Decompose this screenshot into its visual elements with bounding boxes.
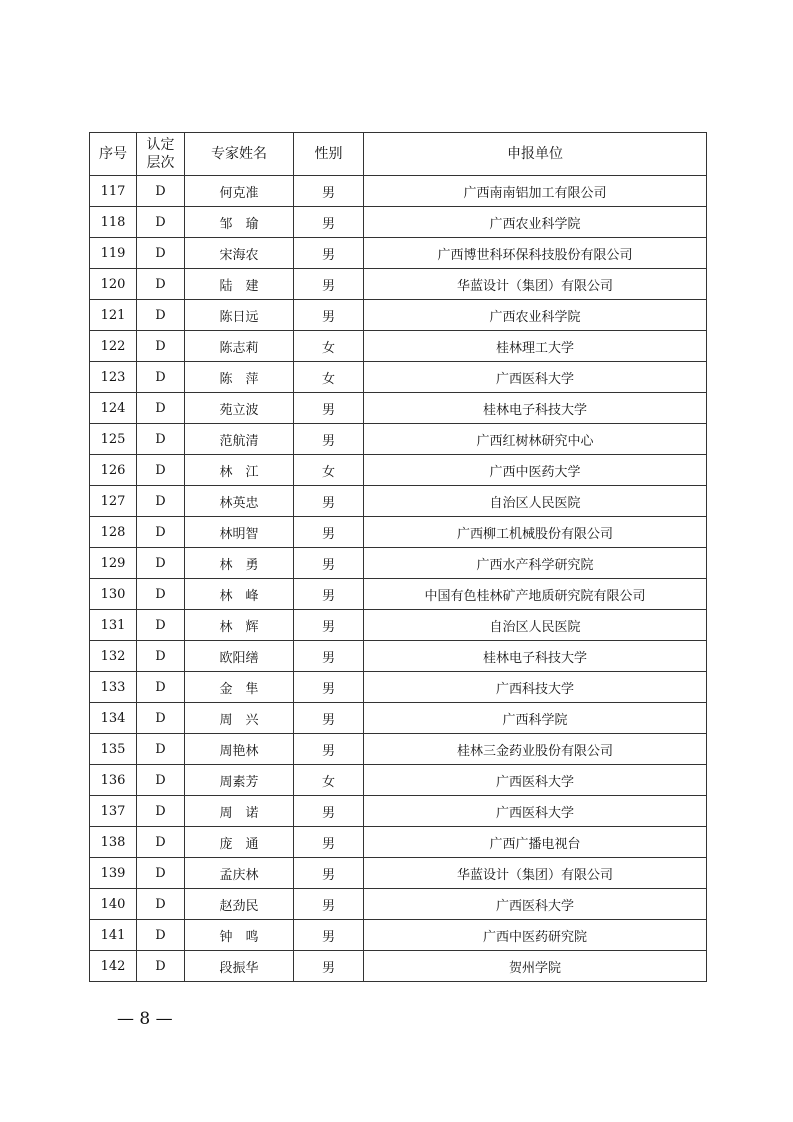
cell-seq: 139 — [90, 858, 137, 889]
cell-level: D — [137, 858, 185, 889]
cell-unit: 桂林三金药业股份有限公司 — [364, 734, 707, 765]
expert-table-container — [89, 132, 706, 982]
cell-seq: 141 — [90, 920, 137, 951]
cell-gender: 男 — [294, 951, 364, 982]
cell-level: D — [137, 579, 185, 610]
cell-seq: 129 — [90, 548, 137, 579]
cell-unit: 广西红树林研究中心 — [364, 424, 707, 455]
table-row — [90, 548, 707, 579]
cell-name: 林 勇 — [185, 548, 294, 579]
table-row — [90, 362, 707, 393]
cell-gender: 男 — [294, 424, 364, 455]
table-row — [90, 486, 707, 517]
table-row — [90, 176, 707, 207]
table-row — [90, 207, 707, 238]
cell-gender: 男 — [294, 858, 364, 889]
cell-name: 何克准 — [185, 176, 294, 207]
cell-unit: 广西农业科学院 — [364, 300, 707, 331]
cell-unit: 广西博世科环保科技股份有限公司 — [364, 238, 707, 269]
cell-unit: 广西南南铝加工有限公司 — [364, 176, 707, 207]
cell-seq: 121 — [90, 300, 137, 331]
cell-gender: 男 — [294, 734, 364, 765]
cell-name: 周素芳 — [185, 765, 294, 796]
table-row — [90, 858, 707, 889]
cell-gender: 女 — [294, 362, 364, 393]
table-row — [90, 765, 707, 796]
cell-level: D — [137, 486, 185, 517]
cell-name: 林 峰 — [185, 579, 294, 610]
table-row — [90, 703, 707, 734]
cell-gender: 男 — [294, 269, 364, 300]
header-level-label: 认定层次 — [146, 137, 175, 171]
cell-level: D — [137, 362, 185, 393]
cell-level: D — [137, 920, 185, 951]
cell-unit: 华蓝设计（集团）有限公司 — [364, 269, 707, 300]
cell-level: D — [137, 951, 185, 982]
cell-unit: 自治区人民医院 — [364, 610, 707, 641]
cell-level: D — [137, 393, 185, 424]
cell-seq: 132 — [90, 641, 137, 672]
header-gender: 性别 — [294, 133, 364, 176]
cell-level: D — [137, 641, 185, 672]
cell-name: 周 兴 — [185, 703, 294, 734]
cell-seq: 122 — [90, 331, 137, 362]
table-body — [90, 176, 707, 982]
cell-name: 宋海农 — [185, 238, 294, 269]
cell-name: 林英忠 — [185, 486, 294, 517]
cell-name: 周 诺 — [185, 796, 294, 827]
cell-unit: 华蓝设计（集团）有限公司 — [364, 858, 707, 889]
cell-gender: 男 — [294, 889, 364, 920]
cell-level: D — [137, 734, 185, 765]
cell-unit: 桂林理工大学 — [364, 331, 707, 362]
cell-gender: 男 — [294, 610, 364, 641]
cell-unit: 桂林电子科技大学 — [364, 393, 707, 424]
cell-level: D — [137, 331, 185, 362]
cell-name: 金 隼 — [185, 672, 294, 703]
cell-level: D — [137, 610, 185, 641]
table-row — [90, 331, 707, 362]
cell-seq: 133 — [90, 672, 137, 703]
cell-unit: 广西中医药大学 — [364, 455, 707, 486]
cell-gender: 女 — [294, 455, 364, 486]
table-row — [90, 579, 707, 610]
cell-seq: 136 — [90, 765, 137, 796]
cell-name: 孟庆林 — [185, 858, 294, 889]
cell-seq: 119 — [90, 238, 137, 269]
header-level — [137, 133, 185, 176]
cell-gender: 男 — [294, 672, 364, 703]
cell-name: 林 辉 — [185, 610, 294, 641]
cell-level: D — [137, 455, 185, 486]
cell-seq: 118 — [90, 207, 137, 238]
cell-name: 钟 鸣 — [185, 920, 294, 951]
cell-name: 欧阳缮 — [185, 641, 294, 672]
cell-level: D — [137, 796, 185, 827]
cell-unit: 贺州学院 — [364, 951, 707, 982]
table-row — [90, 796, 707, 827]
cell-unit: 广西广播电视台 — [364, 827, 707, 858]
cell-unit: 广西科学院 — [364, 703, 707, 734]
cell-name: 范航清 — [185, 424, 294, 455]
cell-level: D — [137, 300, 185, 331]
table-header-row — [90, 133, 707, 176]
cell-gender: 男 — [294, 827, 364, 858]
header-unit: 申报单位 — [364, 133, 707, 176]
cell-level: D — [137, 827, 185, 858]
cell-seq: 130 — [90, 579, 137, 610]
cell-name: 陆 建 — [185, 269, 294, 300]
cell-seq: 134 — [90, 703, 137, 734]
cell-name: 段振华 — [185, 951, 294, 982]
cell-unit: 广西医科大学 — [364, 765, 707, 796]
cell-seq: 123 — [90, 362, 137, 393]
table-row — [90, 455, 707, 486]
cell-name: 陈志莉 — [185, 331, 294, 362]
header-name: 专家姓名 — [185, 133, 294, 176]
cell-level: D — [137, 672, 185, 703]
cell-gender: 男 — [294, 238, 364, 269]
table-row — [90, 951, 707, 982]
cell-gender: 男 — [294, 703, 364, 734]
cell-name: 林 江 — [185, 455, 294, 486]
cell-unit: 桂林电子科技大学 — [364, 641, 707, 672]
cell-level: D — [137, 269, 185, 300]
cell-level: D — [137, 176, 185, 207]
expert-table — [89, 132, 707, 982]
cell-name: 赵劲民 — [185, 889, 294, 920]
cell-seq: 120 — [90, 269, 137, 300]
page-number: — 8 — — [117, 1009, 173, 1029]
table-row — [90, 424, 707, 455]
table-row — [90, 920, 707, 951]
cell-unit: 自治区人民医院 — [364, 486, 707, 517]
table-row — [90, 610, 707, 641]
cell-unit: 广西农业科学院 — [364, 207, 707, 238]
cell-seq: 117 — [90, 176, 137, 207]
cell-seq: 135 — [90, 734, 137, 765]
cell-seq: 142 — [90, 951, 137, 982]
table-row — [90, 517, 707, 548]
cell-unit: 广西中医药研究院 — [364, 920, 707, 951]
table-row — [90, 269, 707, 300]
cell-level: D — [137, 207, 185, 238]
table-row — [90, 672, 707, 703]
cell-level: D — [137, 765, 185, 796]
cell-gender: 男 — [294, 300, 364, 331]
cell-level: D — [137, 517, 185, 548]
cell-unit: 广西柳工机械股份有限公司 — [364, 517, 707, 548]
cell-gender: 男 — [294, 207, 364, 238]
cell-level: D — [137, 889, 185, 920]
cell-gender: 男 — [294, 517, 364, 548]
cell-unit: 广西水产科学研究院 — [364, 548, 707, 579]
cell-level: D — [137, 424, 185, 455]
cell-gender: 男 — [294, 486, 364, 517]
table-row — [90, 734, 707, 765]
cell-seq: 131 — [90, 610, 137, 641]
cell-unit: 广西科技大学 — [364, 672, 707, 703]
cell-level: D — [137, 238, 185, 269]
cell-unit: 广西医科大学 — [364, 796, 707, 827]
table-row — [90, 393, 707, 424]
cell-seq: 127 — [90, 486, 137, 517]
cell-seq: 125 — [90, 424, 137, 455]
cell-level: D — [137, 703, 185, 734]
cell-name: 林明智 — [185, 517, 294, 548]
cell-unit: 中国有色桂林矿产地质研究院有限公司 — [364, 579, 707, 610]
cell-seq: 138 — [90, 827, 137, 858]
cell-gender: 女 — [294, 765, 364, 796]
cell-name: 陈 萍 — [185, 362, 294, 393]
cell-name: 邹 瑜 — [185, 207, 294, 238]
cell-seq: 124 — [90, 393, 137, 424]
table-row — [90, 300, 707, 331]
cell-seq: 140 — [90, 889, 137, 920]
cell-gender: 女 — [294, 331, 364, 362]
cell-name: 周艳林 — [185, 734, 294, 765]
cell-unit: 广西医科大学 — [364, 362, 707, 393]
cell-name: 陈日远 — [185, 300, 294, 331]
table-row — [90, 889, 707, 920]
table-row — [90, 238, 707, 269]
cell-gender: 男 — [294, 393, 364, 424]
cell-gender: 男 — [294, 579, 364, 610]
cell-gender: 男 — [294, 641, 364, 672]
header-seq: 序号 — [90, 133, 137, 176]
cell-gender: 男 — [294, 548, 364, 579]
cell-seq: 128 — [90, 517, 137, 548]
cell-seq: 137 — [90, 796, 137, 827]
cell-unit: 广西医科大学 — [364, 889, 707, 920]
table-row — [90, 827, 707, 858]
table-row — [90, 641, 707, 672]
cell-seq: 126 — [90, 455, 137, 486]
cell-gender: 男 — [294, 920, 364, 951]
cell-gender: 男 — [294, 796, 364, 827]
cell-gender: 男 — [294, 176, 364, 207]
cell-name: 苑立波 — [185, 393, 294, 424]
cell-level: D — [137, 548, 185, 579]
cell-name: 庞 通 — [185, 827, 294, 858]
